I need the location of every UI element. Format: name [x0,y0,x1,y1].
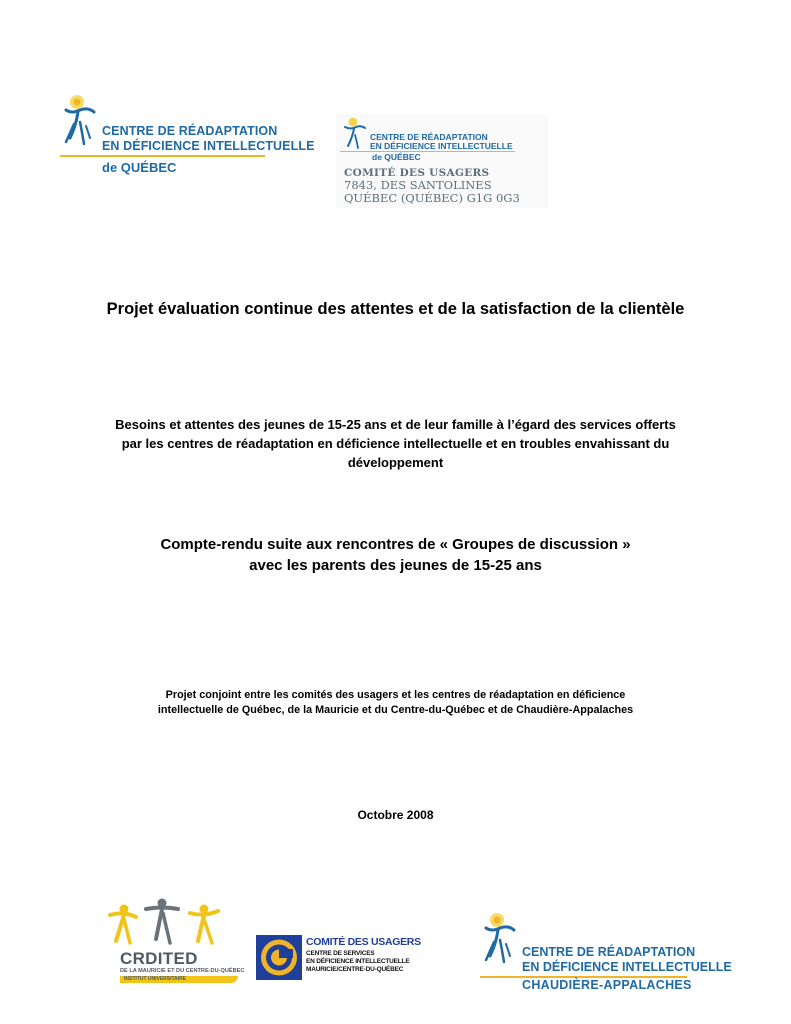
comite-quebec-city: QUÉBEC (QUÉBEC) G1G 0G3 [344,191,520,205]
comite-mauricie-line2: EN DÉFICIENCE INTELLECTUELLE [306,958,410,965]
crdi-quebec-line2: EN DÉFICIENCE INTELLECTUELLE [102,139,315,153]
report-title: Compte-rendu suite aux rencontres de « Groupes de discussion » avec les parents des jeunes de 15-25 ans [160,536,631,574]
comite-quebec-street: 7843, DES SANTOLINES [344,178,492,192]
crdi-chaudiere-line1: CENTRE DE RÉADAPTATION [522,945,696,959]
comite-usagers-quebec-logo [336,114,548,208]
logo-divider [60,155,265,157]
circle-emblem-icon [256,935,302,980]
comite-quebec-line1: CENTRE DE RÉADAPTATION [370,132,488,142]
comite-mauricie-line1: CENTRE DE SERVICES [306,950,375,957]
logo-divider [340,151,515,152]
subtitle: Besoins et attentes des jeunes de 15-25 ans et de leur famille à l’égard des services offerts par les centres de réadaptation en déficience intellectuelle et en troubles envahissant du développement [115,417,676,470]
document-date: Octobre 2008 [357,808,434,822]
main-title: Projet évaluation continue des attentes et de la satisfaction de la clientèle [106,300,685,318]
comite-quebec-line2: EN DÉFICIENCE INTELLECTUELLE [370,141,513,151]
comite-quebec-name: COMITÉ DES USAGERS [344,167,490,179]
partners-paragraph: Projet conjoint entre les comités des usagers et les centres de réadaptation en déficience intellectuelle de Québec, de la Mauricie et du Centre-du-Québec et de Chaudière-Appalaches [157,689,634,716]
crdited-logo [100,897,250,989]
crdi-quebec-logo [60,92,315,182]
crdi-quebec-line1: CENTRE DE RÉADAPTATION [102,124,278,138]
comite-mauricie-title: COMITÉ DES USAGERS [306,936,421,948]
figure-sun-icon [480,910,524,974]
comite-usagers-mauricie-logo [256,935,431,980]
figure-sun-icon [342,116,370,152]
figure-sun-icon [60,92,104,156]
comite-quebec-line3: de QUÉBEC [372,152,421,162]
crdited-band-label: INSTITUT UNIVERSITAIRE [124,976,187,982]
crdited-region: DE LA MAURICIE ET DU CENTRE-DU-QUÉBEC [120,968,245,974]
crdi-quebec-line3: de QUÉBEC [102,160,177,175]
comite-mauricie-line3: MAURICIE/CENTRE-DU-QUÉBEC [306,966,404,973]
figures-group-icon [100,897,250,949]
crdi-chaudiere-line3: CHAUDIÈRE-APPALACHES [522,978,692,992]
crdi-chaudiere-logo [480,910,732,995]
crdi-chaudiere-line2: EN DÉFICIENCE INTELLECTUELLE [522,960,732,974]
crdited-name: CRDITED [120,949,198,968]
